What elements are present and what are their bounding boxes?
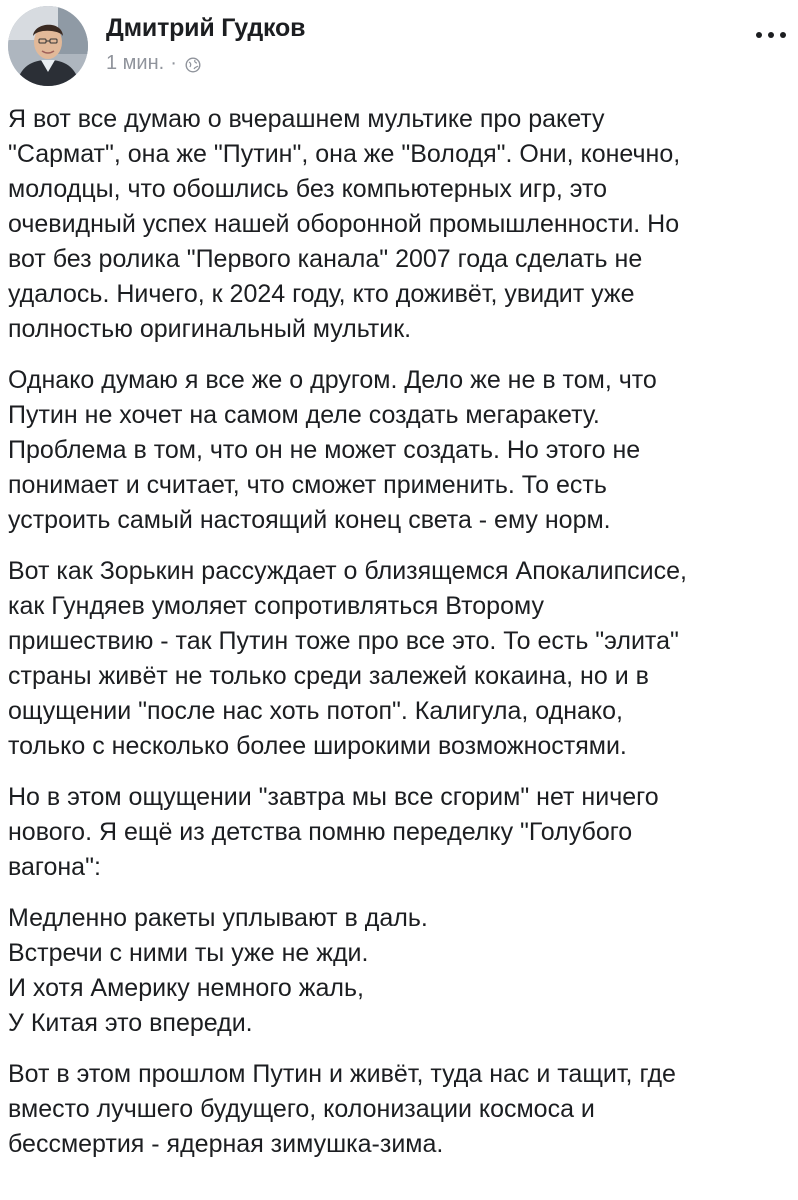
paragraph-line: Вот как Зорькин рассуждает о близящемся Апокалипсисе, [8, 557, 687, 585]
paragraph-line: только с несколько более широкими возможностями. [8, 732, 627, 760]
paragraph-line: понимает и считает, что сможет применить. То есть [8, 471, 607, 499]
post-paragraph [8, 901, 794, 1041]
paragraph-line: Путин не хочет на самом деле создать мегаракету. [8, 401, 600, 429]
paragraph-line: удалось. Ничего, к 2024 году, кто доживёт, увидит уже [8, 280, 635, 308]
paragraph-line: Проблема в том, что он не может создать. Но этого не [8, 436, 641, 464]
paragraph-line: Однако думаю я все же о другом. Дело же не в том, что [8, 366, 657, 394]
avatar-photo-icon [8, 6, 88, 86]
paragraph-line: Вот в этом прошлом Путин и живёт, туда нас и тащит, где [8, 1060, 676, 1088]
paragraph-line: вот без ролика "Первого канала" 2007 года сделать не [8, 245, 643, 273]
paragraph-line: бессмертия - ядерная зимушка-зима. [8, 1130, 444, 1158]
paragraph-line: устроить самый настоящий конец света - ему норм. [8, 506, 611, 534]
post-timestamp[interactable]: 1 мин. [106, 52, 165, 74]
post-paragraph [8, 363, 794, 538]
post-paragraph [8, 554, 794, 764]
more-options-icon[interactable] [756, 28, 786, 42]
paragraph-line: И хотя Америку немного жаль, [8, 974, 364, 1002]
paragraph-line: Я вот все думаю о вчерашнем мультике про ракету [8, 105, 605, 133]
post-body [8, 102, 794, 1178]
paragraph-line: очевидный успех нашей оборонной промышленности. Но [8, 210, 680, 238]
meta-separator: · [170, 52, 177, 74]
post-paragraph [8, 780, 794, 885]
dot-icon [780, 32, 786, 38]
post-meta [106, 52, 201, 75]
paragraph-line: ощущении "после нас хоть потоп". Калигула, однако, [8, 697, 623, 725]
paragraph-line: полностью оригинальный мультик. [8, 315, 412, 343]
paragraph-line: как Гундяев умоляет сопротивляться Второму [8, 592, 544, 620]
post-header [8, 6, 790, 86]
paragraph-line: молодцы, что обошлись без компьютерных игр, это [8, 175, 608, 203]
paragraph-line: нового. Я ещё из детства помню переделку "Голубого [8, 818, 633, 846]
paragraph-line: страны живёт не только среди залежей кокаина, но и в [8, 662, 649, 690]
post-paragraph [8, 102, 794, 347]
author-name[interactable]: Дмитрий Гудков [106, 14, 306, 42]
dot-icon [768, 32, 774, 38]
paragraph-line: "Сармат", она же "Путин", она же "Володя". Они, конечно, [8, 140, 681, 168]
paragraph-line: Но в этом ощущении "завтра мы все сгорим" нет ничего [8, 783, 659, 811]
paragraph-line: вместо лучшего будущего, колонизации космоса и [8, 1095, 595, 1123]
paragraph-line: Медленно ракеты уплывают в даль. [8, 904, 428, 932]
author-avatar[interactable] [8, 6, 88, 86]
dot-icon [756, 32, 762, 38]
paragraph-line: пришествию - так Путин тоже про все это. То есть "элита" [8, 627, 679, 655]
paragraph-line: вагона": [8, 853, 101, 881]
post-paragraph [8, 1057, 794, 1162]
paragraph-line: У Китая это впереди. [8, 1009, 253, 1037]
paragraph-line: Встречи с ними ты уже не жди. [8, 939, 369, 967]
globe-icon[interactable] [185, 56, 201, 72]
